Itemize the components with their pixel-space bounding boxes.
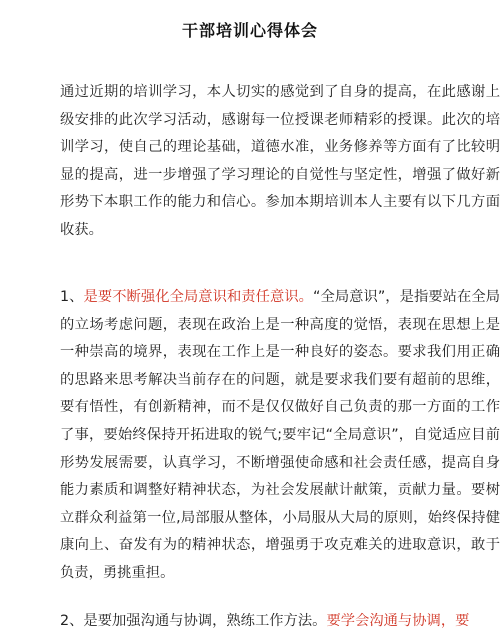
section-2-number: 2、 (60, 613, 84, 629)
section-2-heading: 要学会沟通与协调，要 (326, 613, 470, 629)
section-1-body: “全局意识”，是指要站在全局的立场考虑问题，表现在政治上是一种高度的觉悟，表现在思想上是一种崇高的境界，表现在工作上是一种良好的姿态。要求我们用正确的思路来思考解决当前存在的问题，就是要求我们要有超前的思维，要有悟性，有创新精神，而不是仅仅做好自己负责的那一方面的工作了事，要始终保持开拓进取的锐气;要牢记“全局意识”，自觉适应目前形势发展需要，认真学习，不断增强使命感和社会责任感，提高自身能力素质和调整好精神状态，为社会发展献计献策，贡献力量。要树立群众利益第一位,局部服从整体，小局服从大局的原则，始终保持健康向上、奋发有为的精神状态，增强勇于攻克难关的进取意识，敢于负责，勇挑重担。 (60, 289, 500, 581)
intro-paragraph: 通过近期的培训学习，本人切实的感觉到了自身的提高，在此感谢上级安排的此次学习活动，感谢每一位授课老师精彩的授课。此次的培训学习，使自己的理论基础，道德水准，业务修养等方面有了比较明显的提高，进一步增强了学习理论的自觉性与坚定性，增强了做好新形势下本职工作的能力和信心。参加本期培训本人主要有以下几方面收获。 (60, 84, 500, 238)
section-2-lead: 是要加强沟通与协调，熟练工作方法。 (83, 613, 327, 629)
section-1-heading: 是要不断强化全局意识和责任意识。 (83, 289, 314, 305)
section-2-paragraph (32, 608, 500, 636)
document-title: 干部培训心得体会 (181, 21, 318, 40)
section-1-paragraph (32, 284, 500, 588)
section-1-number: 1、 (60, 289, 84, 305)
